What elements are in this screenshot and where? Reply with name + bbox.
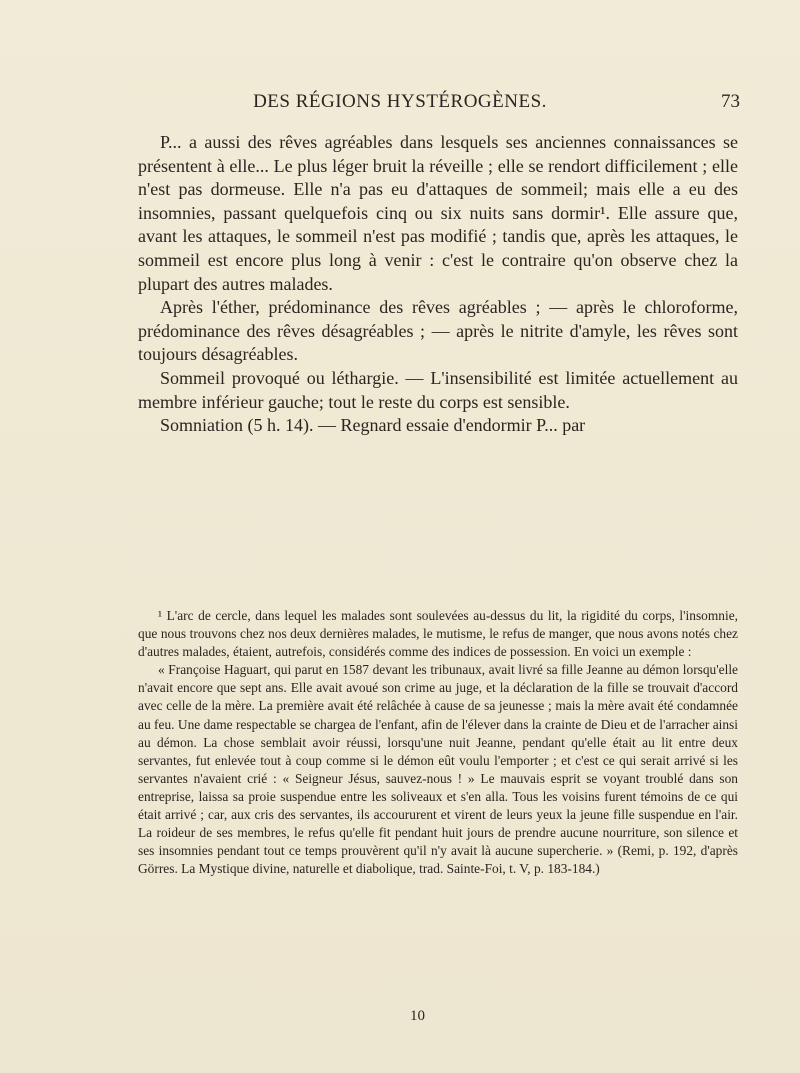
page-number: 73 bbox=[721, 91, 740, 112]
body-paragraph: Somniation (5 h. 14). — Regnard essaie d'endormir P... par bbox=[160, 415, 586, 436]
footnote bbox=[138, 607, 738, 878]
running-title: DES RÉGIONS HYSTÉROGÈNES. bbox=[253, 91, 547, 112]
body-paragraph: P... a aussi des rêves agréables dans lesquels ses anciennes connaissances se présentent à elle... Le plus léger bruit la réveille ; elle se rendort difficilement ; elle n'est pas dormeuse. Elle n'a pas eu d'attaques de sommeil; mais elle a eu des insomnies, passant quelquefois cinq ou six nuits sans dormir¹. Elle assure que, avant les attaques, le sommeil n'est pas modifié ; tandis que, après les attaques, le sommeil est encore plus long à venir : c'est le contraire qu'on observe chez la plupart des autres malades. bbox=[138, 132, 738, 294]
body-paragraph: Après l'éther, prédominance des rêves agréables ; — après le chloroforme, prédominance des rêves désagréables ; — après le nitrite d'amyle, les rêves sont toujours désagréables. bbox=[138, 297, 738, 365]
body-paragraph: Sommeil provoqué ou léthargie. — L'insensibilité est limitée actuellement au membre inférieur gauche; tout le reste du corps est sensible. bbox=[138, 367, 738, 412]
footnote-paragraph: ¹ L'arc de cercle, dans lequel les malades sont soulevées au-dessus du lit, la rigidité du corps, l'insomnie, que nous trouvons chez nos deux dernières malades, le mutisme, le refus de manger, que nous avons notés chez d'autres malades, étaient, autrefois, considérés comme des indices de possession. En voici un exemple : bbox=[138, 608, 738, 660]
signature-mark: 10 bbox=[410, 1008, 425, 1024]
footnote-paragraph: « Françoise Haguart, qui parut en 1587 devant les tribunaux, avait livré sa fille Jeanne au démon lorsqu'elle n'avait encore que sept ans. Elle avait avoué son crime au juge, et la déclaration de la fille se trouvait d'accord avec celle de la mère. La première avait été relâchée à cause de sa jeunesse ; mais la mère avait été condamnée au feu. Une dame respectable se chargea de l'enfant, afin de l'élever dans la crainte de Dieu et de l'arracher ainsi au démon. La chose semblait avoir réussi, lorsqu'une nuit Jeanne, pendant qu'elle était au lit entre deux servantes, fut enlevée tout à coup comme si le démon eût voulu l'emporter ; et c'est ce qui serait arrivé si les servantes n'avaient crié : « Seigneur Jésus, sauvez-nous ! » Le mauvais esprit se voyant troublé dans son entreprise, laissa sa proie suspendue entre les soliveaux et s'en alla. Tous les voisins furent témoins de ce qui était arrivé ; car, aux cris des servantes, ils accoururent et virent de leurs yeux la jeune fille suspendue en l'air. La roideur de ses membres, le refus qu'elle fit pendant huit jours de prendre aucune nourriture, son silence et ses insomnies pendant tout ce temps prouvèrent qu'il n'y avait là aucune supercherie. » (Remi, p. 192, d'après Görres. La Mystique divine, naturelle et diabolique, trad. Sainte-Foi, t. V, p. 183-184.) bbox=[138, 662, 738, 877]
running-header bbox=[60, 91, 740, 121]
main-text bbox=[138, 131, 738, 438]
